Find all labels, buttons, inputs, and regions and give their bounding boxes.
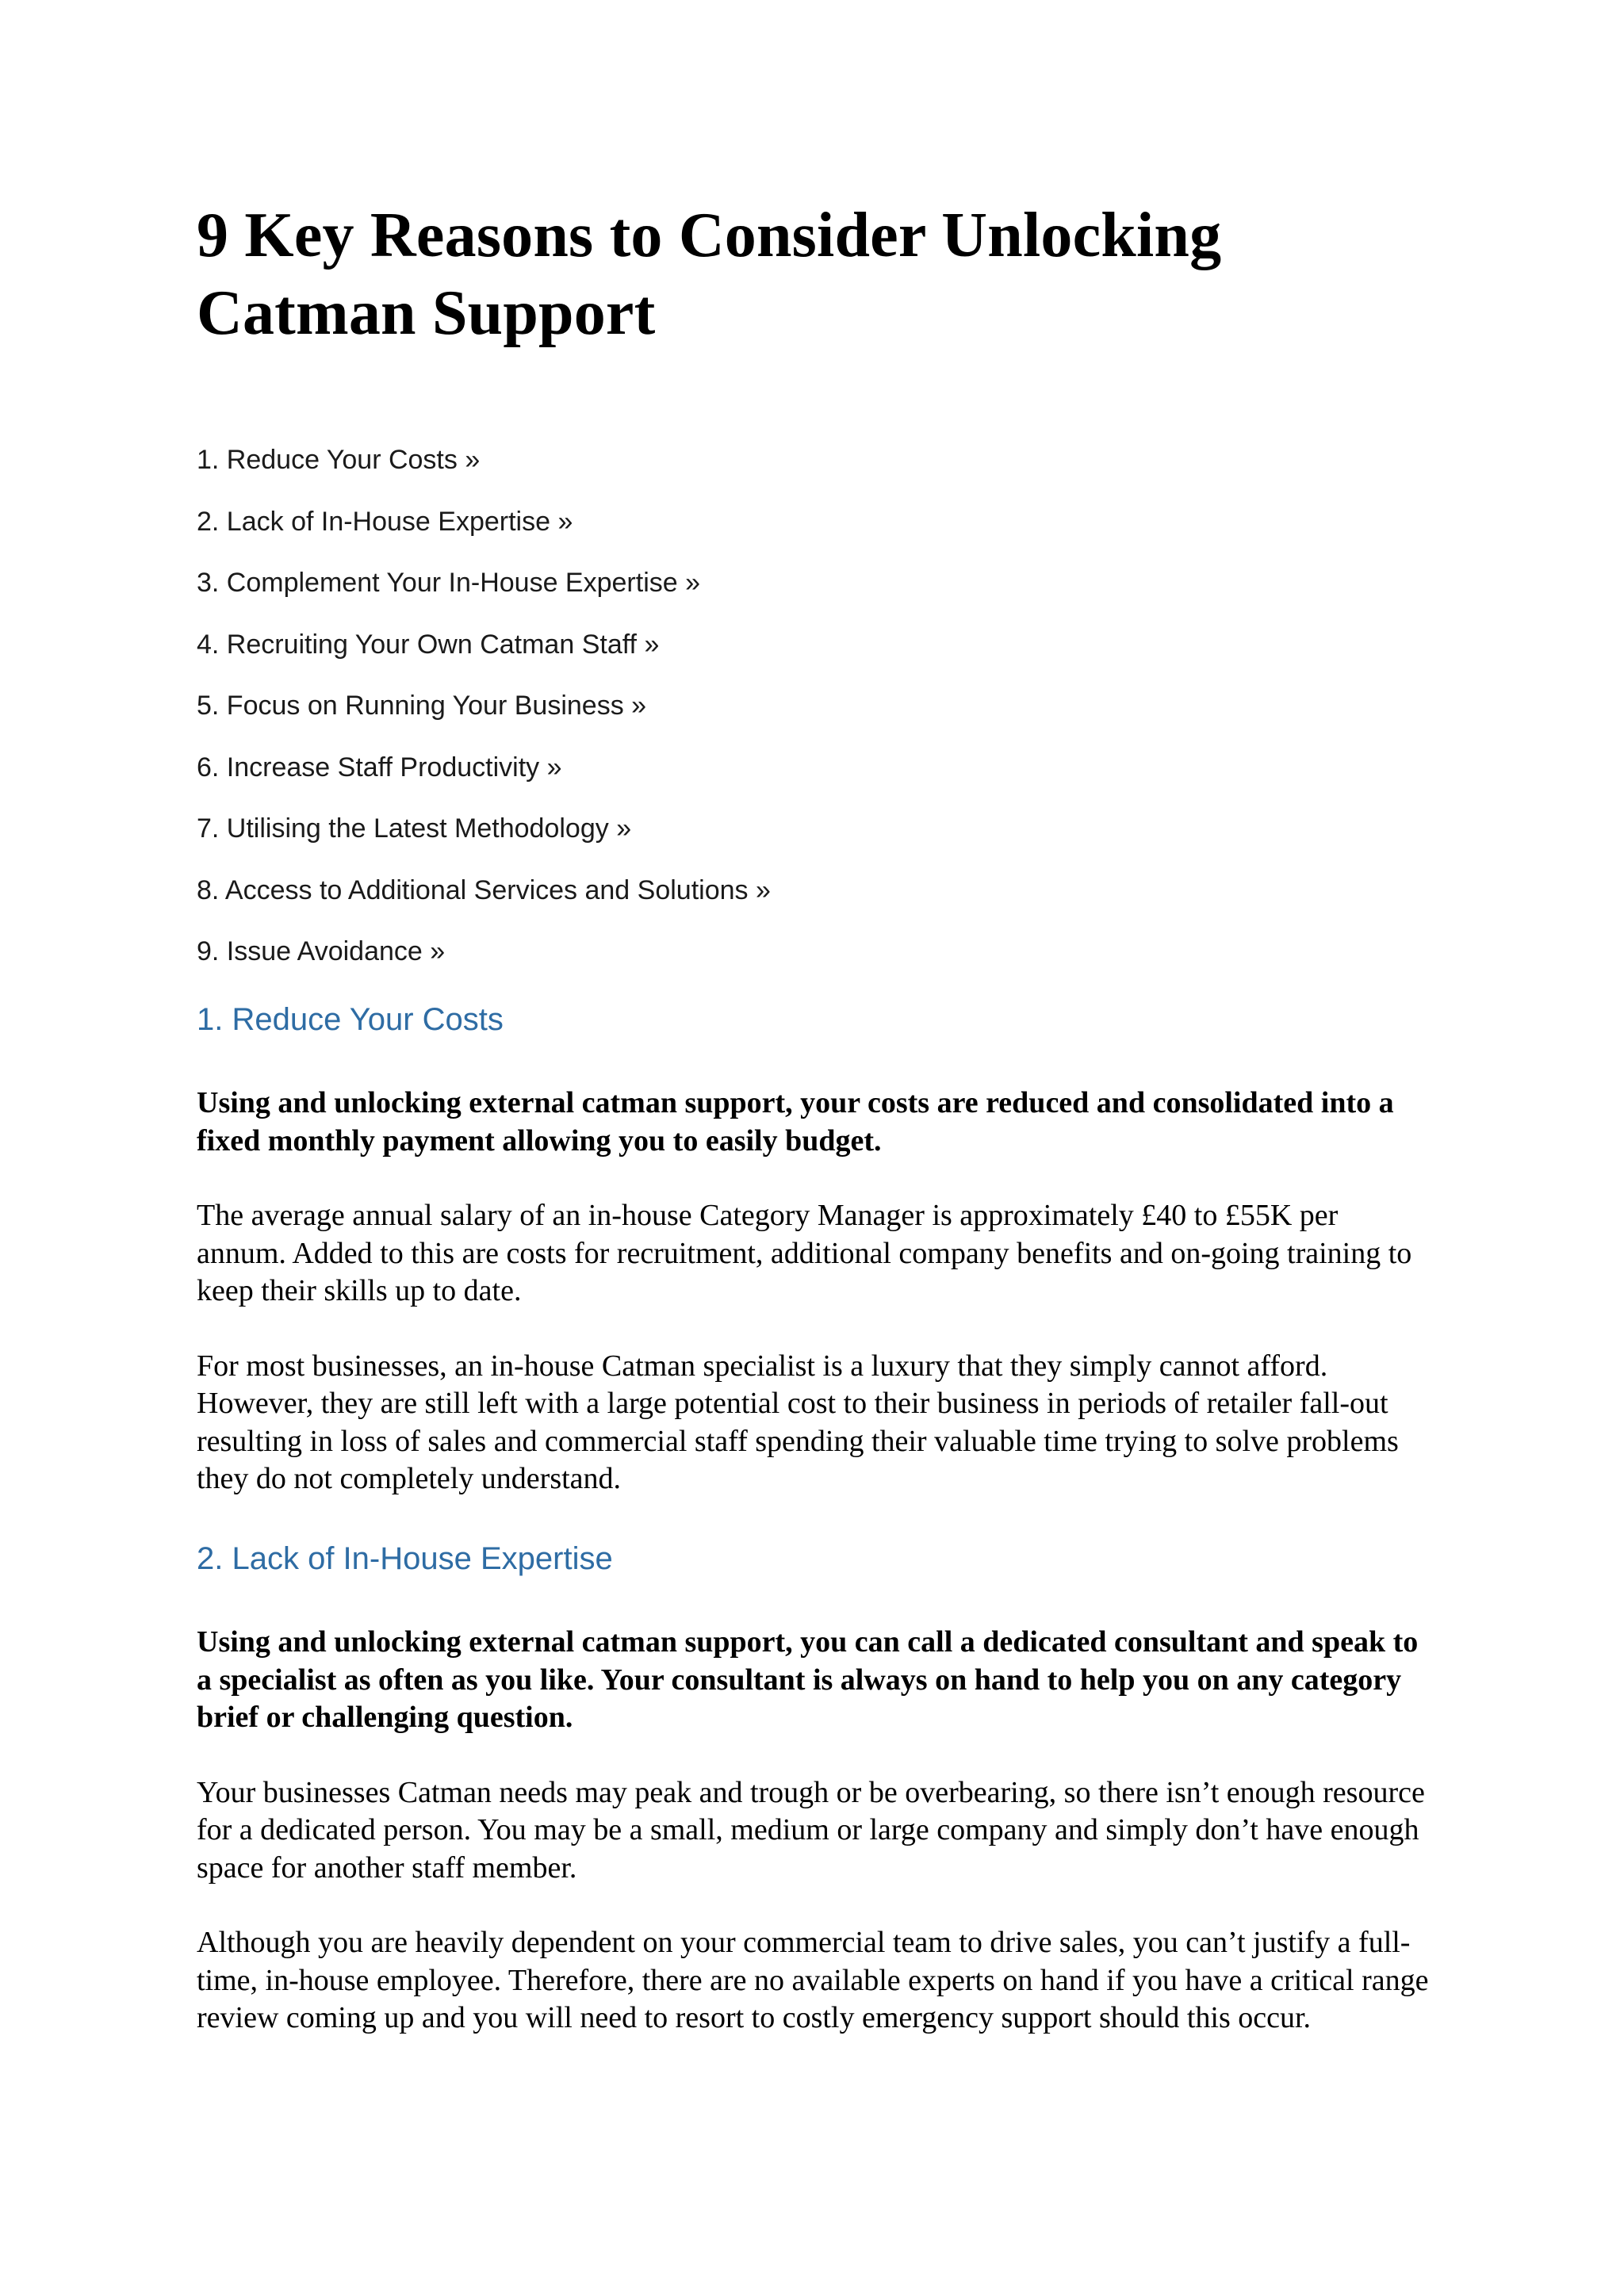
document-title: 9 Key Reasons to Consider Unlocking Catman Support bbox=[197, 201, 1222, 348]
section-paragraph: Although you are heavily dependent on your commercial team to drive sales, you can’t justify a full-time, in-house employee. Therefore, there are no available experts on hand if you have a critical range review coming up and you will need to resort to costly emergency support should this occur. bbox=[197, 1926, 1429, 2034]
toc-item-recruiting-staff[interactable]: 4. Recruiting Your Own Catman Staff » bbox=[197, 629, 660, 660]
section-heading: 2. Lack of In-House Expertise bbox=[197, 1541, 613, 1576]
toc-item-issue-avoidance[interactable]: 9. Issue Avoidance » bbox=[197, 936, 446, 966]
section-heading: 1. Reduce Your Costs bbox=[197, 1002, 504, 1037]
document-page bbox=[197, 197, 1434, 2034]
toc-item-staff-productivity[interactable]: 6. Increase Staff Productivity » bbox=[197, 752, 562, 783]
toc-item-complement-expertise[interactable]: 3. Complement Your In-House Expertise » bbox=[197, 568, 701, 598]
toc-item-focus-business[interactable]: 5. Focus on Running Your Business » bbox=[197, 691, 647, 721]
section-lack-expertise bbox=[197, 1540, 1434, 2038]
section-reduce-costs bbox=[197, 1001, 1434, 1498]
toc-item-lack-expertise[interactable]: 2. Lack of In-House Expertise » bbox=[197, 506, 573, 537]
table-of-contents bbox=[197, 444, 771, 997]
section-paragraph: Your businesses Catman needs may peak and trough or be overbearing, so there isn’t enough resource for a dedicated person. You may be a small, medium or large company and simply don’t have enough space for another staff member. bbox=[197, 1775, 1425, 1885]
section-paragraph: The average annual salary of an in-house Category Manager is approximately £40 to £55K per annum. Added to this are costs for recruitment, additional company benefits and on-going training to keep their skills up to date. bbox=[197, 1199, 1412, 1307]
toc-item-additional-services[interactable]: 8. Access to Additional Services and Solutions » bbox=[197, 874, 771, 905]
section-lead: Using and unlocking external catman support, you can call a dedicated consultant and speak to a specialist as often as you like. Your consultant is always on hand to help you on any category brief or challenging question. bbox=[197, 1625, 1419, 1734]
section-paragraph: For most businesses, an in-house Catman specialist is a luxury that they simply cannot afford. However, they are still left with a large potential cost to their business in periods of retailer fall-out resulting in loss of sales and commercial staff spending their valuable time trying to solve problems they do not completely understand. bbox=[197, 1349, 1399, 1495]
section-lead: Using and unlocking external catman support, your costs are reduced and consolidated into a fixed monthly payment allowing you to easily budget. bbox=[197, 1086, 1394, 1158]
toc-item-reduce-costs[interactable]: 1. Reduce Your Costs » bbox=[197, 445, 481, 475]
toc-item-latest-methodology[interactable]: 7. Utilising the Latest Methodology » bbox=[197, 813, 632, 844]
